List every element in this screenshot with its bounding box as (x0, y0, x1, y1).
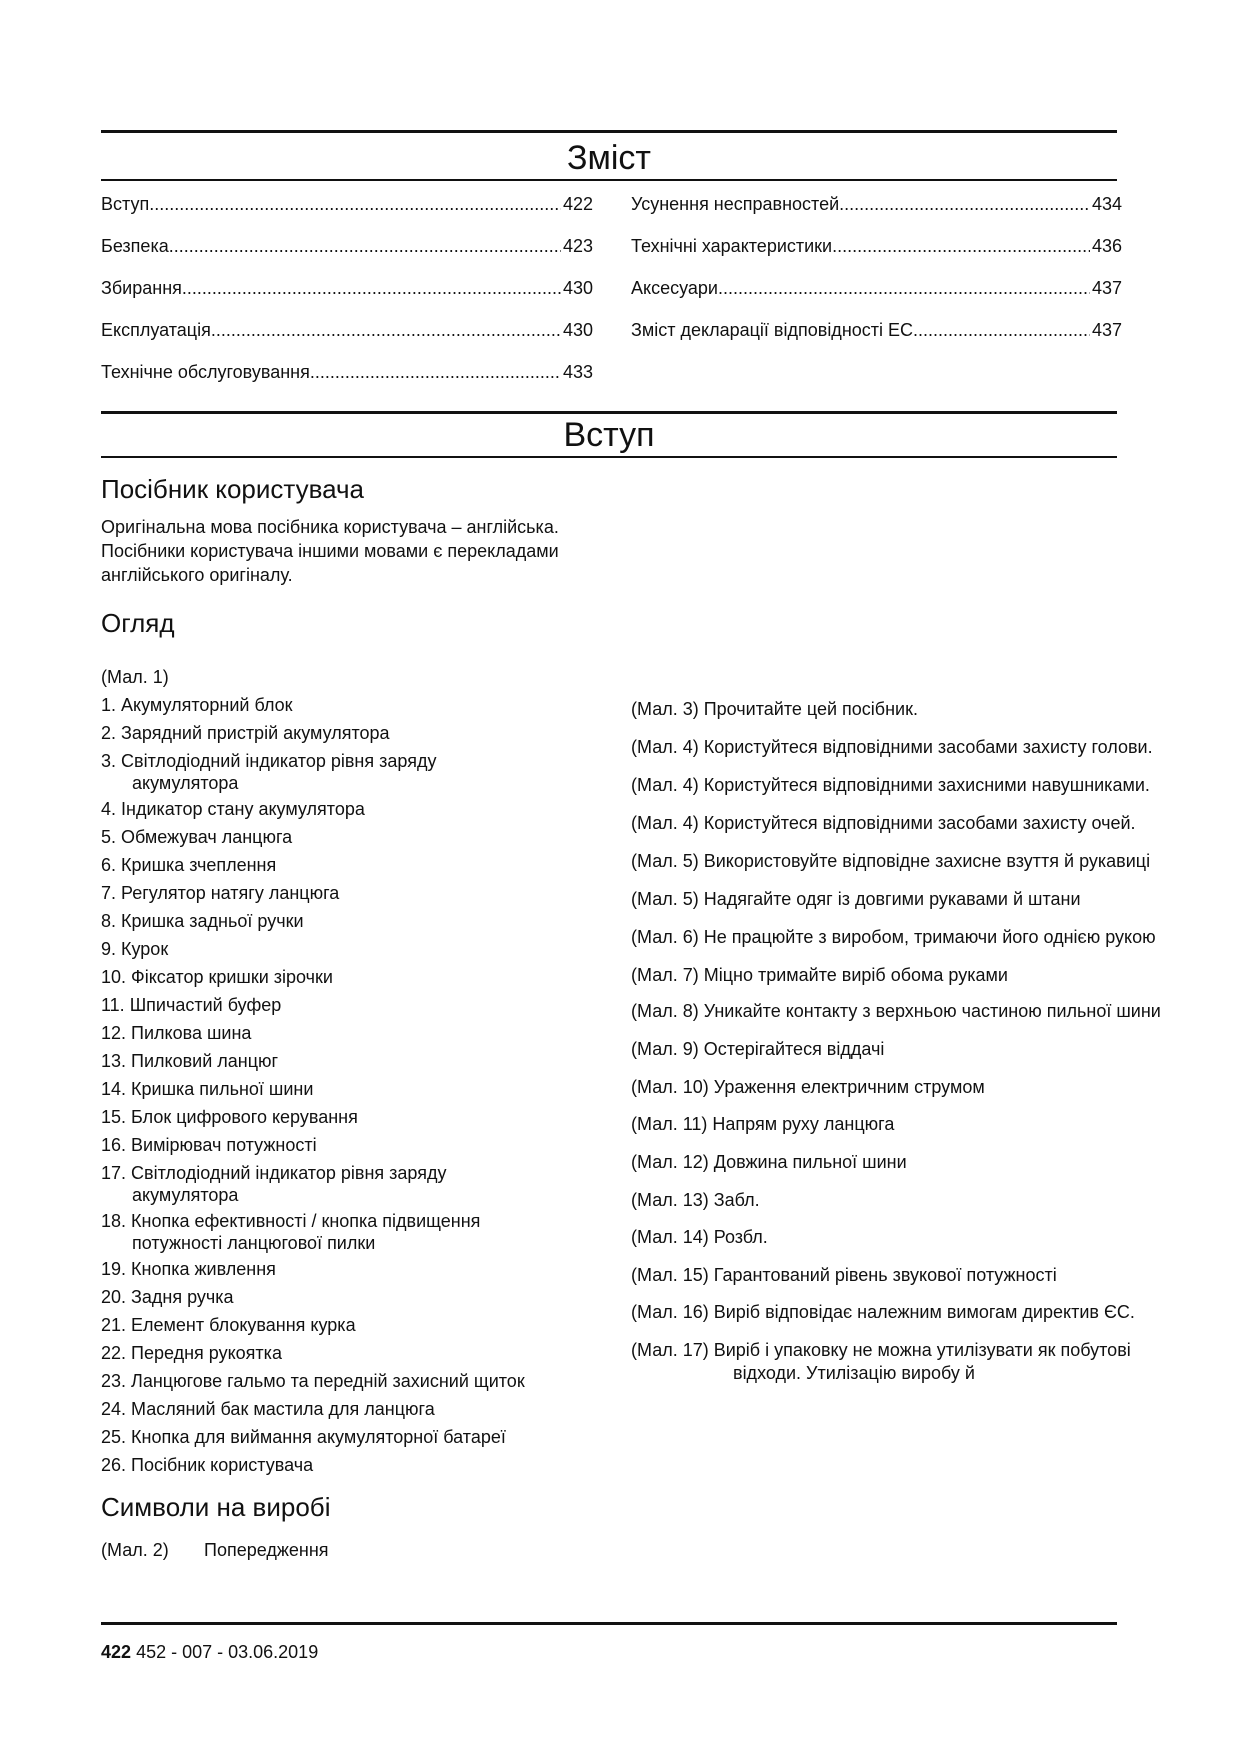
toc-entry-title: Усунення несправностей (631, 194, 840, 214)
list-item: 1. Акумуляторний блок (101, 695, 293, 715)
intro-title: Вступ (563, 416, 655, 454)
list-item: 25. Кнопка для виймання акумуляторної батареї (101, 1427, 506, 1447)
toc-entry-title: Експлуатація (101, 320, 211, 340)
toc-entry[interactable] (631, 318, 1122, 360)
toc-title: Зміст (566, 139, 652, 177)
symbols-first-ref: (Мал. 2) (101, 1540, 169, 1560)
list-item: (Мал. 15) Гарантований рівень звукової потужності (631, 1265, 1057, 1285)
list-item: (Мал. 11) Напрям руху ланцюга (631, 1114, 895, 1134)
page-footer (101, 1640, 318, 1664)
list-item: 2. Зарядний пристрій акумулятора (101, 723, 390, 743)
overview-heading: Огляд (101, 608, 175, 638)
list-item: 14. Кришка пильної шини (101, 1079, 314, 1099)
symbols-first-text: Попередження (204, 1540, 329, 1560)
list-item: 16. Вимірювач потужності (101, 1135, 317, 1155)
symbols-heading: Символи на виробі (101, 1492, 331, 1522)
toc-leader (310, 360, 561, 384)
page-number: 422 (101, 1642, 132, 1662)
toc-left-column (101, 192, 593, 402)
toc-leader (832, 234, 1090, 258)
list-item: 3. Світлодіодний індикатор рівня заряду акумулятора (101, 751, 437, 793)
list-item: (Мал. 16) Виріб відповідає належним вимогам директив ЄС. (631, 1302, 1135, 1322)
toc-entry[interactable] (101, 318, 593, 360)
list-item: 13. Пилковий ланцюг (101, 1051, 279, 1071)
symbols-first-item (101, 1538, 329, 1562)
list-item: 17. Світлодіодний індикатор рівня заряду акумулятора (101, 1163, 447, 1205)
list-item: (Мал. 4) Користуйтеся відповідними захисними навушниками. (631, 775, 1150, 795)
list-item: 11. Шпичастий буфер (101, 995, 282, 1015)
toc-entry-title: Збирання (101, 278, 182, 298)
list-item: 18. Кнопка ефективності / кнопка підвищення потужності ланцюгової пилки (101, 1211, 481, 1253)
list-item: 24. Масляний бак мастила для ланцюга (101, 1399, 435, 1419)
overview-figure-ref: (Мал. 1) (101, 667, 169, 687)
list-item: 26. Посібник користувача (101, 1455, 314, 1475)
list-item: 5. Обмежувач ланцюга (101, 827, 293, 847)
toc-leader (211, 318, 561, 342)
list-item: 4. Індикатор стану акумулятора (101, 799, 365, 819)
list-item: (Мал. 14) Розбл. (631, 1227, 768, 1247)
list-item: 9. Курок (101, 939, 169, 959)
list-item: 7. Регулятор натягу ланцюга (101, 883, 340, 903)
manual-text: Оригінальна мова посібника користувача – англійська. Посібники користувача іншими мовами є перекладами англійського оригіналу. (101, 517, 559, 585)
toc-entry-page: 433 (562, 362, 593, 382)
toc-entry-page: 436 (1091, 236, 1122, 256)
list-item: (Мал. 17) Виріб і упаковку не можна утилізувати як побутові відходи. Утилізацію виробу й (631, 1340, 1131, 1383)
toc-leader (913, 318, 1090, 342)
list-item: 8. Кришка задньої ручки (101, 911, 304, 931)
toc-entry[interactable] (631, 192, 1122, 234)
toc-entry-page: 437 (1091, 320, 1122, 340)
list-item: 20. Задня ручка (101, 1287, 234, 1307)
toc-bottom-rule (101, 179, 1117, 181)
list-item: (Мал. 3) Прочитайте цей посібник. (631, 699, 918, 719)
toc-leader (182, 276, 561, 300)
intro-top-rule (101, 411, 1117, 414)
list-item: 10. Фіксатор кришки зірочки (101, 967, 333, 987)
list-item: (Мал. 8) Уникайте контакту з верхньою частиною пильної шини (631, 1001, 1161, 1021)
symbols-list (631, 698, 1161, 1385)
list-item: 15. Блок цифрового керування (101, 1107, 358, 1127)
footer-rule (101, 1622, 1117, 1625)
list-item: 22. Передня рукоятка (101, 1343, 282, 1363)
toc-leader (169, 234, 561, 258)
toc-entry-page: 422 (562, 194, 593, 214)
intro-bottom-rule (101, 456, 1117, 458)
toc-entry-title: Вступ (101, 194, 150, 214)
toc-entry[interactable] (101, 234, 593, 276)
toc-entry-title: Аксесуари (631, 278, 718, 298)
toc-entry-title: Безпека (101, 236, 169, 256)
manual-heading: Посібник користувача (101, 474, 365, 504)
list-item: (Мал. 13) Забл. (631, 1190, 760, 1210)
list-item: (Мал. 7) Міцно тримайте виріб обома руками (631, 965, 1008, 985)
document-code: 452 - 007 - 03.06.2019 (136, 1642, 319, 1662)
toc-entry[interactable] (631, 234, 1122, 276)
list-item: (Мал. 5) Використовуйте відповідне захисне взуття й рукавиці (631, 851, 1151, 871)
toc-entry-title: Технічні характеристики (631, 236, 833, 256)
toc-entry-page: 437 (1091, 278, 1122, 298)
list-item: 6. Кришка зчеплення (101, 855, 277, 875)
toc-leader (839, 192, 1090, 216)
toc-entry[interactable] (101, 276, 593, 318)
list-item: (Мал. 5) Надягайте одяг із довгими рукавами й штани (631, 889, 1081, 909)
list-item: (Мал. 10) Ураження електричним струмом (631, 1077, 985, 1097)
list-item: (Мал. 6) Не працюйте з виробом, тримаючи його однією рукою (631, 927, 1156, 947)
toc-leader (718, 276, 1090, 300)
toc-entry-page: 423 (562, 236, 593, 256)
list-item: (Мал. 4) Користуйтеся відповідними засобами захисту очей. (631, 813, 1136, 833)
toc-entry[interactable] (101, 192, 593, 234)
list-item: 23. Ланцюгове гальмо та передній захисний щиток (101, 1371, 525, 1391)
toc-entry-title: Зміст декларації відповідності ЕС (631, 320, 914, 340)
toc-entry-page: 434 (1091, 194, 1122, 214)
toc-entry[interactable] (101, 360, 593, 402)
toc-top-rule (101, 130, 1117, 133)
toc-entry-page: 430 (562, 320, 593, 340)
list-item: (Мал. 9) Остерігайтеся віддачі (631, 1039, 885, 1059)
toc-entry-page: 430 (562, 278, 593, 298)
list-item: 19. Кнопка живлення (101, 1259, 276, 1279)
toc-entry[interactable] (631, 276, 1122, 318)
toc-entry-title: Технічне обслуговування (101, 362, 310, 382)
list-item: 12. Пилкова шина (101, 1023, 252, 1043)
list-item: (Мал. 12) Довжина пильної шини (631, 1152, 907, 1172)
list-item: (Мал. 4) Користуйтеся відповідними засобами захисту голови. (631, 737, 1153, 757)
toc-leader (149, 192, 561, 216)
overview-list (101, 694, 601, 1482)
toc-right-column (631, 192, 1122, 360)
list-item: 21. Елемент блокування курка (101, 1315, 356, 1335)
